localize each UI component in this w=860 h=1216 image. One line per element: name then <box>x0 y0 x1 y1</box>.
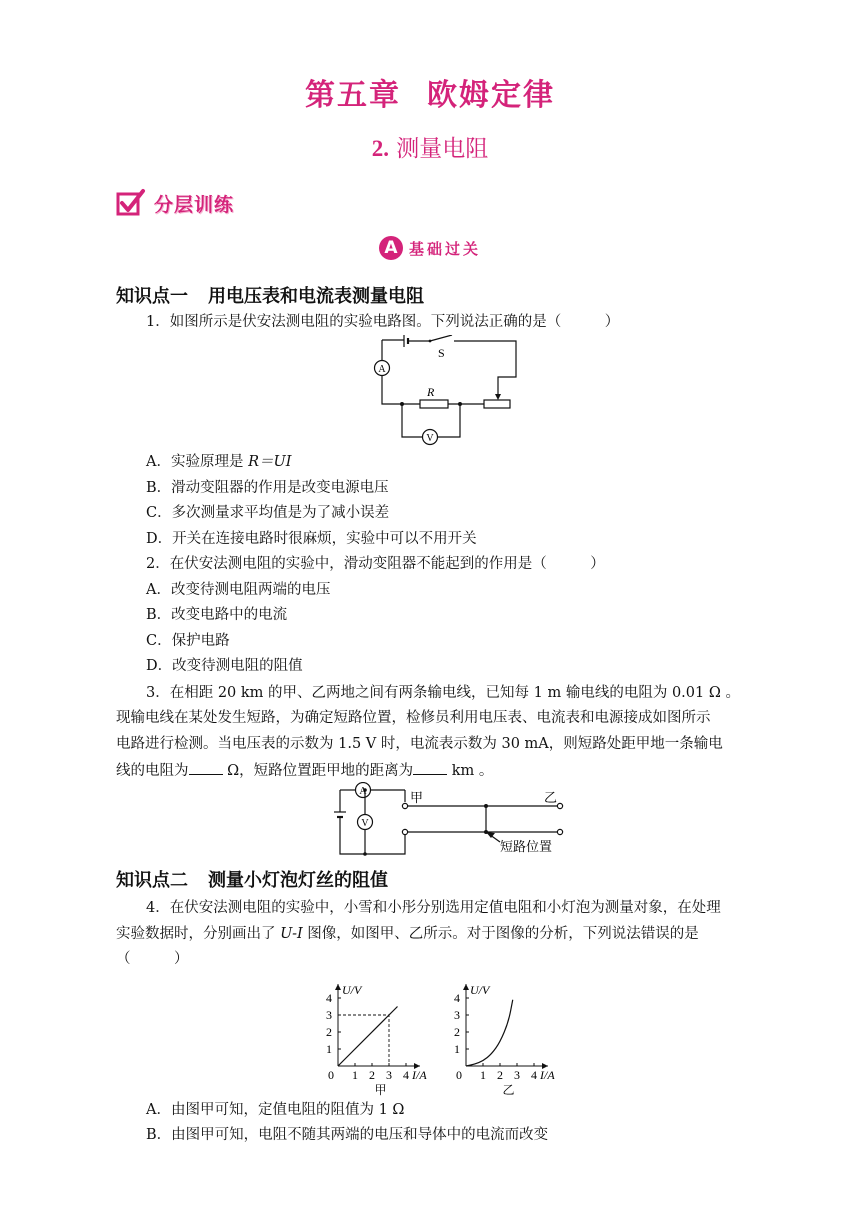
chart-1-x-axis-label: I/A <box>540 1068 555 1082</box>
chart-0-x-tick-label: 1 <box>352 1068 358 1082</box>
kp1-title: 用电压表和电流表测量电阻 <box>208 286 424 307</box>
chart-0-y-axis-label: U/V <box>342 983 362 997</box>
q3-blank-resistance[interactable] <box>189 760 223 775</box>
q3-circuit-diagram <box>328 782 568 860</box>
q3-ammeter-label: A <box>359 786 367 797</box>
section-title <box>0 130 860 163</box>
q2-option-c: C．保护电路 <box>146 633 230 649</box>
q1-option-a-formula: R＝UI <box>248 454 292 470</box>
q1-option-c: C．多次测量求平均值是为了减小误差 <box>146 505 390 521</box>
chart-0-title: 甲 <box>374 1083 387 1096</box>
kp1-label: 知识点一 <box>116 286 188 307</box>
q4-option-b: B．由图甲可知，电阻不随其两端的电压和导体中的电流而改变 <box>146 1127 549 1143</box>
voltmeter-label: V <box>426 433 434 444</box>
q3-voltmeter-label: V <box>361 818 369 829</box>
badge-label: 分层训练 <box>154 193 235 216</box>
q3-line-4 <box>116 760 493 781</box>
level-label: 基础过关 <box>408 239 481 258</box>
q4-text-a: 实验数据时，分别画出了 <box>116 926 281 942</box>
chart-1-x-tick-label: 2 <box>497 1068 503 1082</box>
layered-training-badge <box>116 186 234 220</box>
q3-line-1: 3．在相距 20 km 的甲、乙两地之间有两条输电线，已知每 1 m 输电线的电阻为 0.01 Ω 。 <box>146 685 740 701</box>
ammeter-label: A <box>378 364 386 375</box>
chart-0-y-tick-label: 3 <box>326 1008 332 1022</box>
level-letter-badge: A <box>379 236 403 260</box>
knowledge-point-2-heading <box>116 866 388 892</box>
q2-option-a: A．改变待测电阻两端的电压 <box>146 582 331 598</box>
checkbox-check-icon <box>116 188 146 218</box>
chart-1-y-arrow <box>463 984 469 990</box>
chart-1-y-tick-label: 1 <box>454 1042 460 1056</box>
q4-option-a: A．由图甲可知，定值电阻的阻值为 1 Ω <box>146 1102 405 1118</box>
switch-lever <box>430 335 452 341</box>
chart-1-series-line <box>466 1000 513 1066</box>
q1-option-d: D．开关在连接电路时很麻烦，实验中可以不用开关 <box>146 531 477 547</box>
location-yi-label: 乙 <box>544 790 558 805</box>
q2-option-b: B．改变电路中的电流 <box>146 607 288 623</box>
q3-text-b: Ω，短路位置距甲地的距离为 <box>222 763 414 779</box>
location-jia-label: 甲 <box>410 790 424 805</box>
q4-line-2 <box>116 924 699 944</box>
q2-option-d: D．改变待测电阻的阻值 <box>146 658 303 674</box>
chapter-title <box>0 70 860 114</box>
section-number: 2. <box>371 136 389 161</box>
kp2-title: 测量小灯泡灯丝的阻值 <box>208 870 388 891</box>
q3-text-a: 线的电阻为 <box>116 763 189 779</box>
chapter-number: 第五章 <box>305 78 401 113</box>
q1-option-a-text: A．实验原理是 <box>146 454 249 470</box>
q3-text-c: km 。 <box>447 763 494 779</box>
chart-1-x-tick-label: 1 <box>480 1068 486 1082</box>
q4-line-3: （ ） <box>116 951 189 967</box>
q3-line-2: 现输电线在某处发生短路，为确定短路位置，检修员利用电压表、电流表和电源接成如图所示 <box>116 710 711 726</box>
q1-circuit-diagram <box>360 335 530 447</box>
chart-1-x-tick-label: 0 <box>456 1068 462 1082</box>
chart-1-x-tick-label: 3 <box>514 1068 520 1082</box>
chart-0-x-tick-label: 3 <box>386 1068 392 1082</box>
level-heading <box>0 236 860 260</box>
q1-stem: 1．如图所示是伏安法测电阻的实验电路图。下列说法正确的是（ ） <box>146 314 620 330</box>
switch-label: S <box>438 346 445 360</box>
chapter-name: 欧姆定律 <box>427 78 555 113</box>
chart-1-x-tick-label: 4 <box>531 1068 537 1082</box>
chart-0-y-tick-label: 1 <box>326 1042 332 1056</box>
chart-0-x-tick-label: 0 <box>328 1068 334 1082</box>
chart-1-y-tick-label: 4 <box>454 991 460 1005</box>
chart-1-title: 乙 <box>502 1083 515 1096</box>
q3-blank-distance[interactable] <box>413 760 447 775</box>
section-name: 测量电阻 <box>388 136 489 162</box>
q3-line-3: 电路进行检测。当电压表的示数为 1.5 V 时，电流表示数为 30 mA，则短路处距甲地一条输电 <box>116 736 723 752</box>
q1-option-a <box>146 452 291 472</box>
q4-line-1: 4．在伏安法测电阻的实验中，小雪和小彤分别选用定值电阻和小灯泡为测量对象，在处理 <box>146 900 721 916</box>
kp2-label: 知识点二 <box>116 870 188 891</box>
short-position-label: 短路位置 <box>500 839 553 854</box>
q2-stem: 2．在伏安法测电阻的实验中，滑动变阻器不能起到的作用是（ ） <box>146 556 605 572</box>
chart-0-y-arrow <box>335 984 341 990</box>
q4-ui-term: U-I <box>280 926 303 942</box>
chart-0-x-axis-label: I/A <box>412 1068 427 1082</box>
resistor-label: R <box>427 385 435 399</box>
knowledge-point-1-heading <box>116 282 424 308</box>
chart-0-x-tick-label: 2 <box>369 1068 375 1082</box>
resistor-symbol <box>420 400 448 408</box>
chart-0-y-tick-label: 2 <box>326 1025 332 1039</box>
chart-1-y-axis-label: U/V <box>470 983 490 997</box>
chart-0-x-tick-label: 4 <box>403 1068 409 1082</box>
q4-ui-graphs <box>300 966 590 1096</box>
chart-0-y-tick-label: 4 <box>326 991 332 1005</box>
q1-option-b: B．滑动变阻器的作用是改变电源电压 <box>146 480 389 496</box>
rheostat-symbol <box>484 400 510 408</box>
chart-1-y-tick-label: 2 <box>454 1025 460 1039</box>
rheostat-slider-arrow <box>495 394 501 400</box>
q4-text-c: 图像，如图甲、乙所示。对于图像的分析，下列说法错误的是 <box>302 926 699 942</box>
chart-1-y-tick-label: 3 <box>454 1008 460 1022</box>
